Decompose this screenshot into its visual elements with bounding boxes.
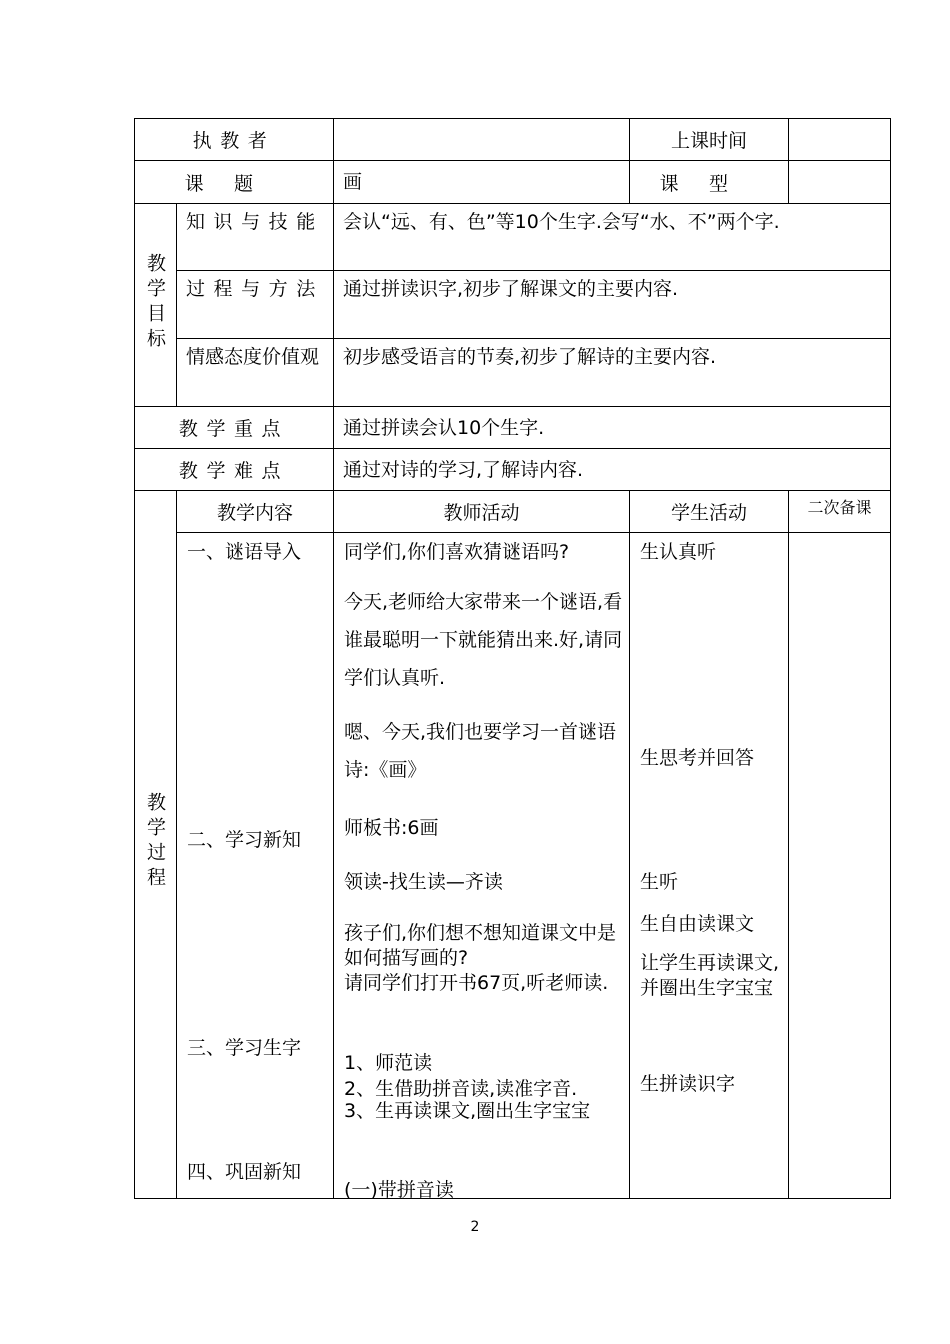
- row-goal-attitude: [135, 339, 891, 407]
- topic-value: 画: [334, 161, 630, 204]
- teacher-p1: 同学们,你们喜欢猜谜语吗?: [344, 541, 570, 563]
- student-a5: 让学生再读课文,并圈出生字宝宝: [640, 952, 780, 999]
- teacher-p3: 嗯、今天,我们也要学习一首谜语诗:《画》: [344, 721, 617, 781]
- student-a4: 生自由读课文: [640, 913, 755, 935]
- teacher-p6a: 孩子们,你们想不想知道课文中是如何描写画的?: [344, 922, 617, 969]
- col-header-content: 教学内容: [177, 491, 334, 533]
- page-number: 2: [470, 1219, 480, 1235]
- teaching-goals-text: 教学目标: [144, 252, 166, 353]
- teacher-p4: 师板书:6画: [344, 817, 439, 839]
- row-process-body: [135, 533, 891, 1199]
- row-teacher: [135, 119, 891, 161]
- col-header-teacher: 教师活动: [334, 491, 630, 533]
- key-point-value: 通过拼读会认10个生字.: [334, 407, 891, 449]
- teacher-label: 执教者: [135, 119, 334, 161]
- teaching-process-label: [135, 491, 177, 1199]
- teaching-goals-label: [135, 204, 177, 407]
- row-goal-process: [135, 271, 891, 339]
- row-difficulty: [135, 449, 891, 491]
- content-column: [177, 533, 334, 1199]
- revision-column: [789, 533, 891, 1199]
- teacher-value: [334, 119, 630, 161]
- teaching-process-text: 教学过程: [144, 792, 166, 892]
- student-activity-column: [630, 533, 789, 1199]
- row-process-header: [135, 491, 891, 533]
- row-goal-knowledge: [135, 204, 891, 271]
- goal-value-knowledge: 会认“远、有、色”等10个生字.会写“水、不”两个字.: [334, 204, 891, 271]
- content-item-2: 二、学习新知: [187, 829, 302, 851]
- content-item-4: 四、巩固新知: [187, 1161, 302, 1183]
- difficulty-label: 教学难点: [135, 449, 334, 491]
- class-time-value: [789, 119, 891, 161]
- row-topic: [135, 161, 891, 204]
- student-a1: 生认真听: [640, 541, 717, 563]
- col-header-student: 学生活动: [630, 491, 789, 533]
- goal-value-process: 通过拼读识字,初步了解课文的主要内容.: [334, 271, 891, 339]
- content-item-3: 三、学习生字: [187, 1037, 302, 1059]
- lesson-type-value: [789, 161, 891, 204]
- teacher-p5: 领读-找生读—齐读: [344, 871, 503, 893]
- teacher-step-2: 2、生借助拼音读,读准字音.: [344, 1078, 578, 1100]
- difficulty-value: 通过对诗的学习,了解诗内容.: [334, 449, 891, 491]
- teacher-step-3: 3、生再读课文,圈出生字宝宝: [344, 1100, 591, 1122]
- student-a3: 生听: [640, 871, 679, 893]
- goal-label-knowledge: 知识与技能: [177, 204, 334, 271]
- topic-label: 课题: [135, 161, 334, 204]
- goal-label-process: 过程与方法: [177, 271, 334, 339]
- lesson-type-label: 课型: [630, 161, 789, 204]
- col-header-revision: 二次备课: [789, 491, 891, 533]
- teacher-p2: 今天,老师给大家带来一个谜语,看谁最聪明一下就能猜出来.好,请同学们认真听.: [344, 591, 623, 689]
- goal-value-attitude: 初步感受语言的节奏,初步了解诗的主要内容.: [334, 339, 891, 407]
- content-item-1: 一、谜语导入: [187, 541, 302, 563]
- row-key-point: [135, 407, 891, 449]
- teacher-activity-column: [334, 533, 630, 1199]
- class-time-label: 上课时间: [630, 119, 789, 161]
- teacher-p6b: 请同学们打开书67页,听老师读.: [344, 972, 609, 994]
- lesson-plan-table: [134, 118, 891, 1199]
- teacher-p7: (一)带拼音读: [344, 1179, 454, 1201]
- student-a6: 生拼读识字: [640, 1073, 736, 1095]
- goal-label-attitude: 情感态度价值观: [177, 339, 334, 407]
- teacher-step-1: 1、师范读: [344, 1052, 433, 1074]
- key-point-label: 教学重点: [135, 407, 334, 449]
- student-a2: 生思考并回答: [640, 747, 755, 769]
